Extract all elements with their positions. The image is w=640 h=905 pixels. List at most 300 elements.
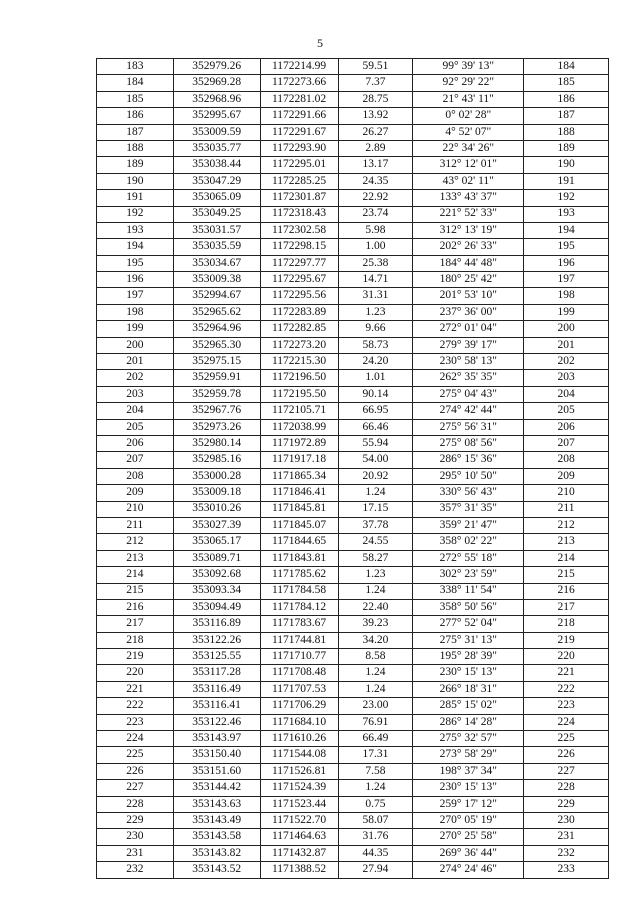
x-coordinate-cell: 353143.63 (173, 796, 260, 812)
table-row (97, 222, 609, 238)
distance-cell: 1.01 (338, 370, 413, 386)
table-row (97, 91, 609, 107)
distance-cell: 9.66 (338, 321, 413, 337)
x-coordinate-cell: 353117.28 (173, 665, 260, 681)
point-number-cell: 189 (97, 157, 174, 173)
distance-cell: 1.00 (338, 239, 413, 255)
bearing-cell: 274° 42' 44" (413, 403, 524, 419)
point-number-cell: 229 (97, 812, 174, 828)
distance-cell: 1.24 (338, 485, 413, 501)
table-row (97, 829, 609, 845)
table-row (97, 75, 609, 91)
distance-cell: 54.00 (338, 452, 413, 468)
y-coordinate-cell: 1172273.20 (260, 337, 338, 353)
y-coordinate-cell: 1171783.67 (260, 616, 338, 632)
point-number-cell: 215 (97, 583, 174, 599)
next-point-cell: 193 (524, 206, 609, 222)
distance-cell: 76.91 (338, 714, 413, 730)
point-number-cell: 209 (97, 485, 174, 501)
bearing-cell: 221° 52' 33" (413, 206, 524, 222)
table-row (97, 435, 609, 451)
y-coordinate-cell: 1172283.89 (260, 304, 338, 320)
point-number-cell: 206 (97, 435, 174, 451)
distance-cell: 24.55 (338, 534, 413, 550)
y-coordinate-cell: 1172281.02 (260, 91, 338, 107)
distance-cell: 1.23 (338, 567, 413, 583)
next-point-cell: 213 (524, 534, 609, 550)
point-number-cell: 222 (97, 698, 174, 714)
distance-cell: 22.40 (338, 599, 413, 615)
y-coordinate-cell: 1171846.41 (260, 485, 338, 501)
x-coordinate-cell: 353047.29 (173, 173, 260, 189)
y-coordinate-cell: 1172195.50 (260, 386, 338, 402)
next-point-cell: 207 (524, 435, 609, 451)
table-row (97, 845, 609, 861)
y-coordinate-cell: 1171865.34 (260, 468, 338, 484)
bearing-cell: 275° 04' 43" (413, 386, 524, 402)
bearing-cell: 184° 44' 48" (413, 255, 524, 271)
distance-cell: 1.24 (338, 665, 413, 681)
table-row (97, 517, 609, 533)
y-coordinate-cell: 1171523.44 (260, 796, 338, 812)
y-coordinate-cell: 1171464.63 (260, 829, 338, 845)
distance-cell: 13.17 (338, 157, 413, 173)
distance-cell: 2.89 (338, 140, 413, 156)
point-number-cell: 218 (97, 632, 174, 648)
table-row (97, 632, 609, 648)
y-coordinate-cell: 1172038.99 (260, 419, 338, 435)
bearing-cell: 266° 18' 31" (413, 681, 524, 697)
table-row (97, 370, 609, 386)
x-coordinate-cell: 353065.17 (173, 534, 260, 550)
table-row (97, 157, 609, 173)
x-coordinate-cell: 353092.68 (173, 567, 260, 583)
x-coordinate-cell: 353143.82 (173, 845, 260, 861)
table-row (97, 780, 609, 796)
table-row (97, 550, 609, 566)
next-point-cell: 185 (524, 75, 609, 91)
x-coordinate-cell: 352968.96 (173, 91, 260, 107)
table-row (97, 468, 609, 484)
table-row (97, 124, 609, 140)
bearing-cell: 262° 35' 35" (413, 370, 524, 386)
y-coordinate-cell: 1171707.53 (260, 681, 338, 697)
next-point-cell: 216 (524, 583, 609, 599)
table-row (97, 452, 609, 468)
distance-cell: 34.20 (338, 632, 413, 648)
y-coordinate-cell: 1171744.81 (260, 632, 338, 648)
table-row (97, 206, 609, 222)
x-coordinate-cell: 352994.67 (173, 288, 260, 304)
y-coordinate-cell: 1171845.81 (260, 501, 338, 517)
distance-cell: 5.98 (338, 222, 413, 238)
y-coordinate-cell: 1172295.67 (260, 272, 338, 288)
table-row (97, 501, 609, 517)
point-number-cell: 202 (97, 370, 174, 386)
y-coordinate-cell: 1172318.43 (260, 206, 338, 222)
next-point-cell: 195 (524, 239, 609, 255)
y-coordinate-cell: 1172302.58 (260, 222, 338, 238)
y-coordinate-cell: 1172273.66 (260, 75, 338, 91)
x-coordinate-cell: 352979.26 (173, 59, 260, 75)
point-number-cell: 220 (97, 665, 174, 681)
distance-cell: 26.27 (338, 124, 413, 140)
bearing-cell: 272° 01' 04" (413, 321, 524, 337)
table-row (97, 796, 609, 812)
point-number-cell: 183 (97, 59, 174, 75)
x-coordinate-cell: 353143.49 (173, 812, 260, 828)
next-point-cell: 230 (524, 812, 609, 828)
point-number-cell: 217 (97, 616, 174, 632)
next-point-cell: 201 (524, 337, 609, 353)
x-coordinate-cell: 353009.18 (173, 485, 260, 501)
bearing-cell: 0° 02' 28" (413, 108, 524, 124)
next-point-cell: 224 (524, 714, 609, 730)
next-point-cell: 198 (524, 288, 609, 304)
distance-cell: 7.37 (338, 75, 413, 91)
y-coordinate-cell: 1172295.56 (260, 288, 338, 304)
next-point-cell: 220 (524, 649, 609, 665)
distance-cell: 31.31 (338, 288, 413, 304)
y-coordinate-cell: 1172196.50 (260, 370, 338, 386)
distance-cell: 1.23 (338, 304, 413, 320)
bearing-cell: 21° 43' 11" (413, 91, 524, 107)
y-coordinate-cell: 1172215.30 (260, 354, 338, 370)
bearing-cell: 259° 17' 12" (413, 796, 524, 812)
distance-cell: 24.20 (338, 354, 413, 370)
point-number-cell: 205 (97, 419, 174, 435)
bearing-cell: 269° 36' 44" (413, 845, 524, 861)
next-point-cell: 209 (524, 468, 609, 484)
x-coordinate-cell: 352969.28 (173, 75, 260, 91)
table-row (97, 681, 609, 697)
next-point-cell: 218 (524, 616, 609, 632)
x-coordinate-cell: 353065.09 (173, 190, 260, 206)
x-coordinate-cell: 353010.26 (173, 501, 260, 517)
next-point-cell: 221 (524, 665, 609, 681)
table-row (97, 862, 609, 878)
point-number-cell: 221 (97, 681, 174, 697)
y-coordinate-cell: 1171526.81 (260, 763, 338, 779)
bearing-cell: 202° 26' 33" (413, 239, 524, 255)
x-coordinate-cell: 352995.67 (173, 108, 260, 124)
point-number-cell: 216 (97, 599, 174, 615)
distance-cell: 58.07 (338, 812, 413, 828)
distance-cell: 58.27 (338, 550, 413, 566)
bearing-cell: 357° 31' 35" (413, 501, 524, 517)
distance-cell: 20.92 (338, 468, 413, 484)
point-number-cell: 190 (97, 173, 174, 189)
next-point-cell: 190 (524, 157, 609, 173)
point-number-cell: 227 (97, 780, 174, 796)
y-coordinate-cell: 1172291.66 (260, 108, 338, 124)
next-point-cell: 200 (524, 321, 609, 337)
next-point-cell: 203 (524, 370, 609, 386)
next-point-cell: 229 (524, 796, 609, 812)
bearing-cell: 358° 50' 56" (413, 599, 524, 615)
distance-cell: 59.51 (338, 59, 413, 75)
y-coordinate-cell: 1172295.01 (260, 157, 338, 173)
table-row (97, 567, 609, 583)
x-coordinate-cell: 352965.62 (173, 304, 260, 320)
bearing-cell: 201° 53' 10" (413, 288, 524, 304)
next-point-cell: 206 (524, 419, 609, 435)
x-coordinate-cell: 353000.28 (173, 468, 260, 484)
page-number: 5 (317, 36, 323, 50)
bearing-cell: 295° 10' 50" (413, 468, 524, 484)
table-row (97, 599, 609, 615)
y-coordinate-cell: 1171845.07 (260, 517, 338, 533)
table-row (97, 337, 609, 353)
x-coordinate-cell: 352975.15 (173, 354, 260, 370)
next-point-cell: 204 (524, 386, 609, 402)
y-coordinate-cell: 1171684.10 (260, 714, 338, 730)
point-number-cell: 228 (97, 796, 174, 812)
bearing-cell: 230° 15' 13" (413, 780, 524, 796)
distance-cell: 37.78 (338, 517, 413, 533)
point-number-cell: 231 (97, 845, 174, 861)
bearing-cell: 230° 58' 13" (413, 354, 524, 370)
x-coordinate-cell: 353038.44 (173, 157, 260, 173)
table-row (97, 239, 609, 255)
y-coordinate-cell: 1172301.87 (260, 190, 338, 206)
x-coordinate-cell: 353125.55 (173, 649, 260, 665)
y-coordinate-cell: 1172285.25 (260, 173, 338, 189)
point-number-cell: 201 (97, 354, 174, 370)
bearing-cell: 99° 39' 13" (413, 59, 524, 75)
bearing-cell: 285° 15' 02" (413, 698, 524, 714)
next-point-cell: 205 (524, 403, 609, 419)
point-number-cell: 213 (97, 550, 174, 566)
y-coordinate-cell: 1171522.70 (260, 812, 338, 828)
next-point-cell: 226 (524, 747, 609, 763)
x-coordinate-cell: 352964.96 (173, 321, 260, 337)
point-number-cell: 200 (97, 337, 174, 353)
x-coordinate-cell: 352985.16 (173, 452, 260, 468)
bearing-cell: 274° 24' 46" (413, 862, 524, 878)
distance-cell: 1.24 (338, 583, 413, 599)
x-coordinate-cell: 353035.77 (173, 140, 260, 156)
x-coordinate-cell: 353094.49 (173, 599, 260, 615)
table-row (97, 485, 609, 501)
point-number-cell: 214 (97, 567, 174, 583)
y-coordinate-cell: 1172291.67 (260, 124, 338, 140)
distance-cell: 13.92 (338, 108, 413, 124)
bearing-cell: 272° 55' 18" (413, 550, 524, 566)
next-point-cell: 215 (524, 567, 609, 583)
x-coordinate-cell: 353116.89 (173, 616, 260, 632)
next-point-cell: 188 (524, 124, 609, 140)
table-row (97, 731, 609, 747)
table-row (97, 419, 609, 435)
table-row (97, 714, 609, 730)
table-row (97, 173, 609, 189)
table-row (97, 616, 609, 632)
point-number-cell: 185 (97, 91, 174, 107)
distance-cell: 27.94 (338, 862, 413, 878)
y-coordinate-cell: 1172282.85 (260, 321, 338, 337)
coordinates-table (96, 58, 609, 879)
table-row (97, 59, 609, 75)
x-coordinate-cell: 352980.14 (173, 435, 260, 451)
table-row (97, 108, 609, 124)
distance-cell: 28.75 (338, 91, 413, 107)
distance-cell: 14.71 (338, 272, 413, 288)
table-row (97, 812, 609, 828)
point-number-cell: 192 (97, 206, 174, 222)
distance-cell: 17.31 (338, 747, 413, 763)
bearing-cell: 275° 32' 57" (413, 731, 524, 747)
bearing-cell: 273° 58' 29" (413, 747, 524, 763)
x-coordinate-cell: 353143.52 (173, 862, 260, 878)
next-point-cell: 219 (524, 632, 609, 648)
x-coordinate-cell: 353116.49 (173, 681, 260, 697)
point-number-cell: 204 (97, 403, 174, 419)
table-row (97, 665, 609, 681)
point-number-cell: 184 (97, 75, 174, 91)
x-coordinate-cell: 353151.60 (173, 763, 260, 779)
point-number-cell: 226 (97, 763, 174, 779)
point-number-cell: 196 (97, 272, 174, 288)
x-coordinate-cell: 352959.91 (173, 370, 260, 386)
next-point-cell: 189 (524, 140, 609, 156)
y-coordinate-cell: 1171388.52 (260, 862, 338, 878)
bearing-cell: 237° 36' 00" (413, 304, 524, 320)
y-coordinate-cell: 1172293.90 (260, 140, 338, 156)
next-point-cell: 225 (524, 731, 609, 747)
x-coordinate-cell: 353049.25 (173, 206, 260, 222)
bearing-cell: 359° 21' 47" (413, 517, 524, 533)
table-row (97, 288, 609, 304)
point-number-cell: 203 (97, 386, 174, 402)
x-coordinate-cell: 353150.40 (173, 747, 260, 763)
bearing-cell: 4° 52' 07" (413, 124, 524, 140)
bearing-cell: 92° 29' 22" (413, 75, 524, 91)
next-point-cell: 184 (524, 59, 609, 75)
next-point-cell: 212 (524, 517, 609, 533)
point-number-cell: 191 (97, 190, 174, 206)
y-coordinate-cell: 1171706.29 (260, 698, 338, 714)
point-number-cell: 230 (97, 829, 174, 845)
x-coordinate-cell: 353035.59 (173, 239, 260, 255)
next-point-cell: 208 (524, 452, 609, 468)
bearing-cell: 286° 15' 36" (413, 452, 524, 468)
point-number-cell: 232 (97, 862, 174, 878)
bearing-cell: 277° 52' 04" (413, 616, 524, 632)
distance-cell: 23.74 (338, 206, 413, 222)
distance-cell: 0.75 (338, 796, 413, 812)
next-point-cell: 191 (524, 173, 609, 189)
distance-cell: 17.15 (338, 501, 413, 517)
y-coordinate-cell: 1172214.99 (260, 59, 338, 75)
x-coordinate-cell: 353009.38 (173, 272, 260, 288)
distance-cell: 1.24 (338, 681, 413, 697)
x-coordinate-cell: 352973.26 (173, 419, 260, 435)
x-coordinate-cell: 353122.26 (173, 632, 260, 648)
bearing-cell: 302° 23' 59" (413, 567, 524, 583)
x-coordinate-cell: 353034.67 (173, 255, 260, 271)
y-coordinate-cell: 1171784.58 (260, 583, 338, 599)
bearing-cell: 270° 05' 19" (413, 812, 524, 828)
point-number-cell: 197 (97, 288, 174, 304)
point-number-cell: 199 (97, 321, 174, 337)
y-coordinate-cell: 1172297.77 (260, 255, 338, 271)
x-coordinate-cell: 353093.34 (173, 583, 260, 599)
table-row (97, 140, 609, 156)
distance-cell: 1.24 (338, 780, 413, 796)
table-row (97, 763, 609, 779)
point-number-cell: 212 (97, 534, 174, 550)
bearing-cell: 275° 56' 31" (413, 419, 524, 435)
bearing-cell: 338° 11' 54" (413, 583, 524, 599)
next-point-cell: 187 (524, 108, 609, 124)
table-row (97, 583, 609, 599)
distance-cell: 90.14 (338, 386, 413, 402)
bearing-cell: 312° 12' 01" (413, 157, 524, 173)
x-coordinate-cell: 353143.97 (173, 731, 260, 747)
point-number-cell: 208 (97, 468, 174, 484)
point-number-cell: 187 (97, 124, 174, 140)
y-coordinate-cell: 1171917.18 (260, 452, 338, 468)
point-number-cell: 223 (97, 714, 174, 730)
point-number-cell: 193 (97, 222, 174, 238)
y-coordinate-cell: 1171785.62 (260, 567, 338, 583)
next-point-cell: 196 (524, 255, 609, 271)
bearing-cell: 180° 25' 42" (413, 272, 524, 288)
point-number-cell: 207 (97, 452, 174, 468)
next-point-cell: 232 (524, 845, 609, 861)
point-number-cell: 225 (97, 747, 174, 763)
bearing-cell: 43° 02' 11" (413, 173, 524, 189)
point-number-cell: 219 (97, 649, 174, 665)
distance-cell: 24.35 (338, 173, 413, 189)
x-coordinate-cell: 353116.41 (173, 698, 260, 714)
point-number-cell: 210 (97, 501, 174, 517)
point-number-cell: 186 (97, 108, 174, 124)
bearing-cell: 133° 43' 37" (413, 190, 524, 206)
next-point-cell: 186 (524, 91, 609, 107)
y-coordinate-cell: 1171972.89 (260, 435, 338, 451)
distance-cell: 25.38 (338, 255, 413, 271)
bearing-cell: 279° 39' 17" (413, 337, 524, 353)
y-coordinate-cell: 1171784.12 (260, 599, 338, 615)
table-row (97, 534, 609, 550)
bearing-cell: 270° 25' 58" (413, 829, 524, 845)
next-point-cell: 222 (524, 681, 609, 697)
y-coordinate-cell: 1172298.15 (260, 239, 338, 255)
point-number-cell: 195 (97, 255, 174, 271)
y-coordinate-cell: 1171710.77 (260, 649, 338, 665)
x-coordinate-cell: 352965.30 (173, 337, 260, 353)
distance-cell: 66.95 (338, 403, 413, 419)
next-point-cell: 192 (524, 190, 609, 206)
y-coordinate-cell: 1171610.26 (260, 731, 338, 747)
table-row (97, 698, 609, 714)
distance-cell: 23.00 (338, 698, 413, 714)
table-row (97, 321, 609, 337)
table-row (97, 190, 609, 206)
next-point-cell: 231 (524, 829, 609, 845)
point-number-cell: 211 (97, 517, 174, 533)
x-coordinate-cell: 353122.46 (173, 714, 260, 730)
table-row (97, 272, 609, 288)
y-coordinate-cell: 1172105.71 (260, 403, 338, 419)
distance-cell: 58.73 (338, 337, 413, 353)
y-coordinate-cell: 1171843.81 (260, 550, 338, 566)
bearing-cell: 275° 31' 13" (413, 632, 524, 648)
bearing-cell: 22° 34' 26" (413, 140, 524, 156)
y-coordinate-cell: 1171524.39 (260, 780, 338, 796)
